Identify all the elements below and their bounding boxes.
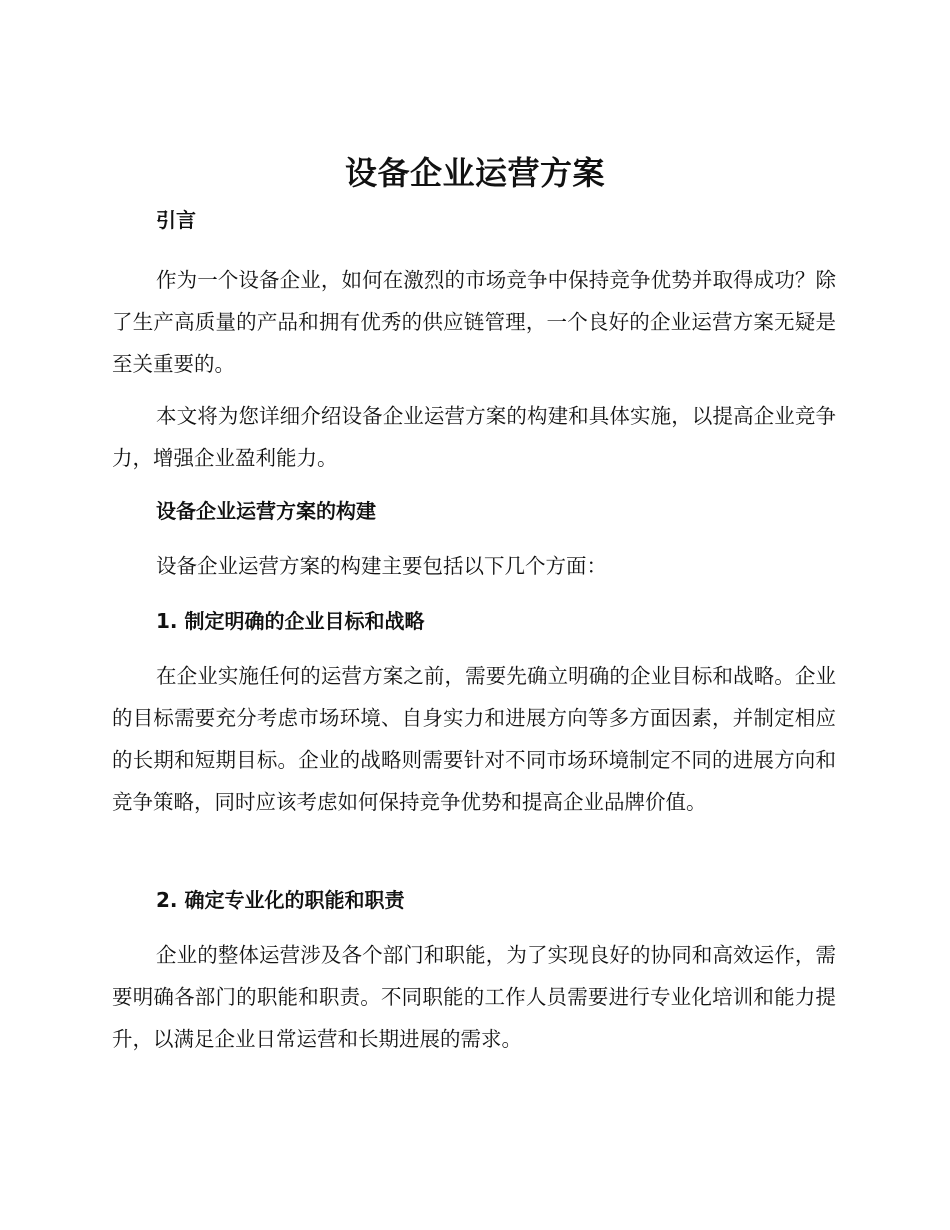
section-lead-paragraph: 设备企业运营方案的构建主要包括以下几个方面： <box>156 554 607 578</box>
section-heading: 设备企业运营方案的构建 <box>156 499 376 523</box>
intro-paragraph-2: 本文将为您详细介绍设备企业运营方案的构建和具体实施，以提高企业竞争力，增强企业盈利能力。 <box>112 404 836 470</box>
intro-paragraph-1: 作为一个设备企业，如何在激烈的市场竞争中保持竞争优势并取得成功？除了生产高质量的产品和拥有优秀的供应链管理，一个良好的企业运营方案无疑是至关重要的。 <box>112 268 836 376</box>
document-title: 设备企业运营方案 <box>344 154 605 192</box>
intro-heading: 引言 <box>156 208 196 232</box>
item-2-heading: 2. 确定专业化的职能和职责 <box>156 888 405 912</box>
item-1-heading: 1. 制定明确的企业目标和战略 <box>156 609 425 633</box>
item-1-paragraph: 在企业实施任何的运营方案之前，需要先确立明确的企业目标和战略。企业的目标需要充分考虑市场环境、自身实力和进展方向等多方面因素，并制定相应的长期和短期目标。企业的战略则需要针对不同市场环境制定不同的进展方向和竞争策略，同时应该考虑如何保持竞争优势和提高企业品牌价值。 <box>112 664 836 814</box>
item-2-paragraph: 企业的整体运营涉及各个部门和职能，为了实现良好的协同和高效运作，需要明确各部门的职能和职责。不同职能的工作人员需要进行专业化培训和能力提升，以满足企业日常运营和长期进展的需求。 <box>112 943 836 1051</box>
